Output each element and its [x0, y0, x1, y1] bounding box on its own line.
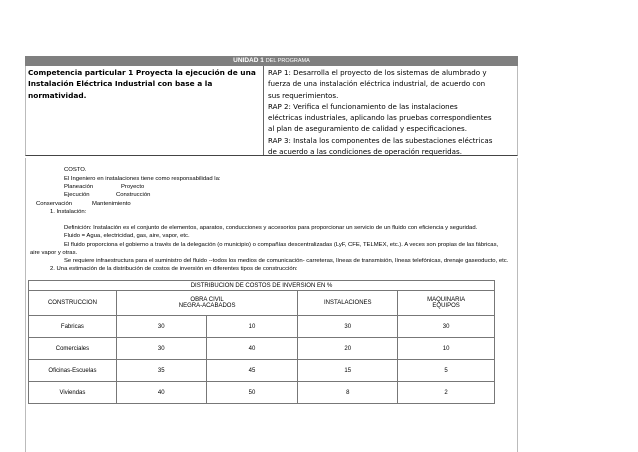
ejecucion-label: Ejecución — [64, 192, 90, 198]
unit-title: UNIDAD 1 — [233, 57, 264, 64]
ingeniero-text: El Ingeniero en instalaciones tiene como responsabilidad la: — [64, 176, 221, 182]
cell-construccion: Oficinas-Escuelas — [29, 360, 117, 382]
rap-line: eléctricas industriales, aplicando las pruebas correspondientes — [268, 113, 492, 123]
rap-list — [266, 66, 519, 155]
cell-acabados: 40 — [206, 338, 298, 360]
cell-instalaciones: 30 — [298, 316, 398, 338]
cell-acabados: 50 — [206, 382, 298, 404]
competency-statement: Competencia particular 1 Proyecta la ejecución de una Instalación Eléctrica Industrial con base a la normatividad. — [26, 66, 264, 155]
item-estimacion: 2. Una estimación de la distribución de costos de inversión en diferentes tipos de construcción: — [50, 266, 298, 272]
rap-line: RAP 3: Instala los componentes de las subestaciones eléctricas — [268, 135, 493, 145]
costo-heading: COSTO. — [64, 167, 87, 173]
fluido-text: Fluido = Agua, electricidad, gas, aire, vapor, etc. — [64, 233, 190, 239]
item-instalacion: 1. Instalación: — [50, 209, 87, 215]
cell-acabados: 45 — [206, 360, 298, 382]
cell-construccion: Viviendas — [29, 382, 117, 404]
header-obra-civil — [116, 291, 297, 316]
table-row — [29, 382, 495, 404]
rap-line: de acuerdo a las condiciones de operación requeridas. — [268, 147, 462, 157]
cell-maquinaria: 5 — [398, 360, 495, 382]
rap-line: sus requerimientos. — [268, 90, 339, 100]
definicion-text: Definición: Instalación es el conjunto de elementos, aparatos, conducciones y accesorios para proporcionar un servicio de un fluido con eficiencia y seguridad. — [64, 225, 478, 231]
table-row — [29, 338, 495, 360]
header-negra-acabados-label: NEGRA-ACABADOS — [178, 303, 236, 309]
rap-line: fuerza de una instalación eléctrica industrial, de acuerdo con — [268, 79, 486, 89]
table-row — [29, 360, 495, 382]
unit-title-suffix: DEL PROGRAMA — [265, 58, 310, 64]
cell-construccion: Comerciales — [29, 338, 117, 360]
cell-construccion: Fabricas — [29, 316, 117, 338]
gobierno-text: El fluido proporciona el gobierno a través de la delegación (o municipio) o compañías descentralizadas (LyF, CFE, TELMEX, etc.). A veces son propias de las fábricas, — [64, 242, 499, 248]
conservacion-label: Conservación — [36, 201, 73, 207]
rap-line: al plan de aseguramiento de calidad y especificaciones. — [268, 124, 467, 134]
cell-negra: 30 — [116, 338, 206, 360]
cell-negra: 40 — [116, 382, 206, 404]
infraestructura-text: Se requiere infraestructura para el suministro del fluido --todos los medios de comunicación- carreteras, líneas de transmisión, líneas telefónicas, drenaje gaseoducto, etc. — [64, 258, 509, 264]
rap-line: RAP 2: Verifica el funcionamiento de las instalaciones — [268, 101, 458, 111]
cell-negra: 30 — [116, 316, 206, 338]
rap-line: RAP 1: Desarrolla el proyecto de los sistemas de alumbrado y — [268, 68, 487, 77]
gobierno-text-cont: aire vapor y otras. — [30, 250, 78, 256]
header-obra-civil-label: OBRA CIVIL — [190, 297, 224, 303]
cell-instalaciones: 15 — [298, 360, 398, 382]
unit-header — [25, 56, 518, 66]
cell-maquinaria: 10 — [398, 338, 495, 360]
header-maquinaria — [398, 291, 495, 316]
cell-acabados: 10 — [206, 316, 298, 338]
construccion-label: Construcción — [116, 192, 151, 198]
cell-instalaciones: 8 — [298, 382, 398, 404]
cost-distribution-table — [28, 280, 495, 404]
cell-instalaciones: 20 — [298, 338, 398, 360]
competency-table — [25, 66, 518, 156]
header-equipos-label: EQUIPOS — [432, 303, 460, 309]
table-header-row — [29, 291, 495, 316]
planeacion-label: Planeación — [64, 184, 94, 190]
header-maquinaria-label: MAQUINARIA — [427, 297, 466, 303]
cell-maquinaria: 30 — [398, 316, 495, 338]
header-construccion: CONSTRUCCION — [29, 291, 117, 316]
header-instalaciones: INSTALACIONES — [298, 291, 398, 316]
cell-maquinaria: 2 — [398, 382, 495, 404]
mantenimiento-label: Mantenimiento — [92, 201, 131, 207]
table-title: DISTRIBUCION DE COSTOS DE INVERSION EN % — [29, 281, 495, 291]
table-row — [29, 316, 495, 338]
cell-negra: 35 — [116, 360, 206, 382]
proyecto-label: Proyecto — [121, 184, 145, 190]
